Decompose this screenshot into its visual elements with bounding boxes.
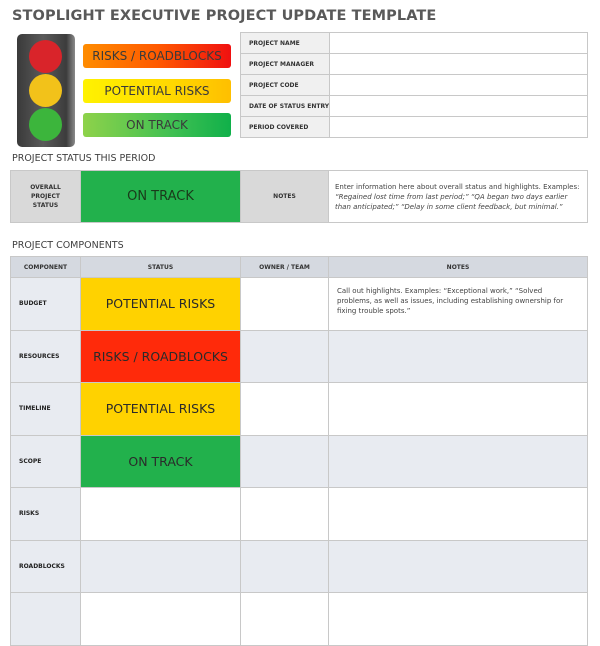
notes-cell[interactable] bbox=[329, 383, 588, 436]
status-cell[interactable] bbox=[81, 593, 241, 646]
owner-cell[interactable] bbox=[241, 540, 329, 593]
legend-risks-roadblocks: RISKS / ROADBLOCKS bbox=[83, 44, 231, 68]
project-info-table bbox=[240, 32, 588, 138]
notes-cell[interactable] bbox=[329, 435, 588, 488]
status-cell[interactable]: RISKS / ROADBLOCKS bbox=[81, 330, 241, 383]
owner-cell[interactable] bbox=[241, 435, 329, 488]
component-name: SCOPE bbox=[11, 435, 81, 488]
info-row-project-name bbox=[241, 33, 588, 54]
owner-cell[interactable] bbox=[241, 488, 329, 541]
table-row-resources bbox=[11, 330, 588, 383]
period-covered-label: PERIOD COVERED bbox=[241, 117, 330, 138]
status-cell[interactable] bbox=[81, 540, 241, 593]
green-light-icon bbox=[29, 108, 62, 141]
owner-team-column-header: OWNER / TEAM bbox=[241, 257, 329, 278]
status-cell[interactable]: POTENTIAL RISKS bbox=[81, 278, 241, 331]
table-row-scope bbox=[11, 435, 588, 488]
project-manager-label: PROJECT MANAGER bbox=[241, 54, 330, 75]
date-of-status-entry-field[interactable] bbox=[330, 96, 588, 117]
info-row-project-code bbox=[241, 75, 588, 96]
legend-potential-risks: POTENTIAL RISKS bbox=[83, 79, 231, 103]
notes-cell[interactable] bbox=[329, 540, 588, 593]
project-code-label: PROJECT CODE bbox=[241, 75, 330, 96]
notes-cell[interactable] bbox=[329, 488, 588, 541]
notes-cell[interactable]: Call out highlights. Examples: “Exceptional work,” “Solved problems, as well as issues, including establishing ownership for fixing trouble spots.” bbox=[329, 278, 588, 331]
table-row-risks bbox=[11, 488, 588, 541]
yellow-light-icon bbox=[29, 74, 62, 107]
table-row-blank bbox=[11, 593, 588, 646]
table-row-timeline bbox=[11, 383, 588, 436]
component-name: ROADBLOCKS bbox=[11, 540, 81, 593]
period-covered-field[interactable] bbox=[330, 117, 588, 138]
owner-cell[interactable] bbox=[241, 383, 329, 436]
overall-notes-field[interactable]: Enter information here about overall status and highlights. Examples: “Regained lost time from last period;” “QA began two days earlier than anticipated;” “Delay in some client feedback, but minimal.” bbox=[329, 171, 588, 223]
notes-cell[interactable] bbox=[329, 593, 588, 646]
notes-column-header: NOTES bbox=[329, 257, 588, 278]
project-name-field[interactable] bbox=[330, 33, 588, 54]
legend-on-track: ON TRACK bbox=[83, 113, 231, 137]
owner-cell[interactable] bbox=[241, 278, 329, 331]
status-cell[interactable]: ON TRACK bbox=[81, 435, 241, 488]
component-column-header: COMPONENT bbox=[11, 257, 81, 278]
owner-cell[interactable] bbox=[241, 330, 329, 383]
project-manager-field[interactable] bbox=[330, 54, 588, 75]
table-row-budget bbox=[11, 278, 588, 331]
date-of-status-entry-label: DATE OF STATUS ENTRY bbox=[241, 96, 330, 117]
traffic-light-icon bbox=[17, 34, 75, 147]
overall-project-status-label: OVERALL PROJECT STATUS bbox=[11, 171, 81, 223]
project-name-label: PROJECT NAME bbox=[241, 33, 330, 54]
status-column-header: STATUS bbox=[81, 257, 241, 278]
project-components-heading: PROJECT COMPONENTS bbox=[12, 240, 124, 251]
project-status-table bbox=[10, 170, 588, 223]
status-cell[interactable] bbox=[81, 488, 241, 541]
owner-cell[interactable] bbox=[241, 593, 329, 646]
status-cell[interactable]: POTENTIAL RISKS bbox=[81, 383, 241, 436]
notes-cell[interactable] bbox=[329, 330, 588, 383]
project-components-table bbox=[10, 256, 588, 646]
red-light-icon bbox=[29, 40, 62, 73]
overall-status-cell[interactable]: ON TRACK bbox=[81, 171, 241, 223]
info-row-period-covered bbox=[241, 117, 588, 138]
project-status-heading: PROJECT STATUS THIS PERIOD bbox=[12, 153, 156, 164]
component-name bbox=[11, 593, 81, 646]
component-name: TIMELINE bbox=[11, 383, 81, 436]
project-code-field[interactable] bbox=[330, 75, 588, 96]
component-name: RESOURCES bbox=[11, 330, 81, 383]
info-row-date-of-status-entry bbox=[241, 96, 588, 117]
table-row-roadblocks bbox=[11, 540, 588, 593]
components-header-row bbox=[11, 257, 588, 278]
component-name: BUDGET bbox=[11, 278, 81, 331]
info-row-project-manager bbox=[241, 54, 588, 75]
component-name: RISKS bbox=[11, 488, 81, 541]
notes-label: NOTES bbox=[241, 171, 329, 223]
page-title: STOPLIGHT EXECUTIVE PROJECT UPDATE TEMPLATE bbox=[12, 8, 437, 24]
